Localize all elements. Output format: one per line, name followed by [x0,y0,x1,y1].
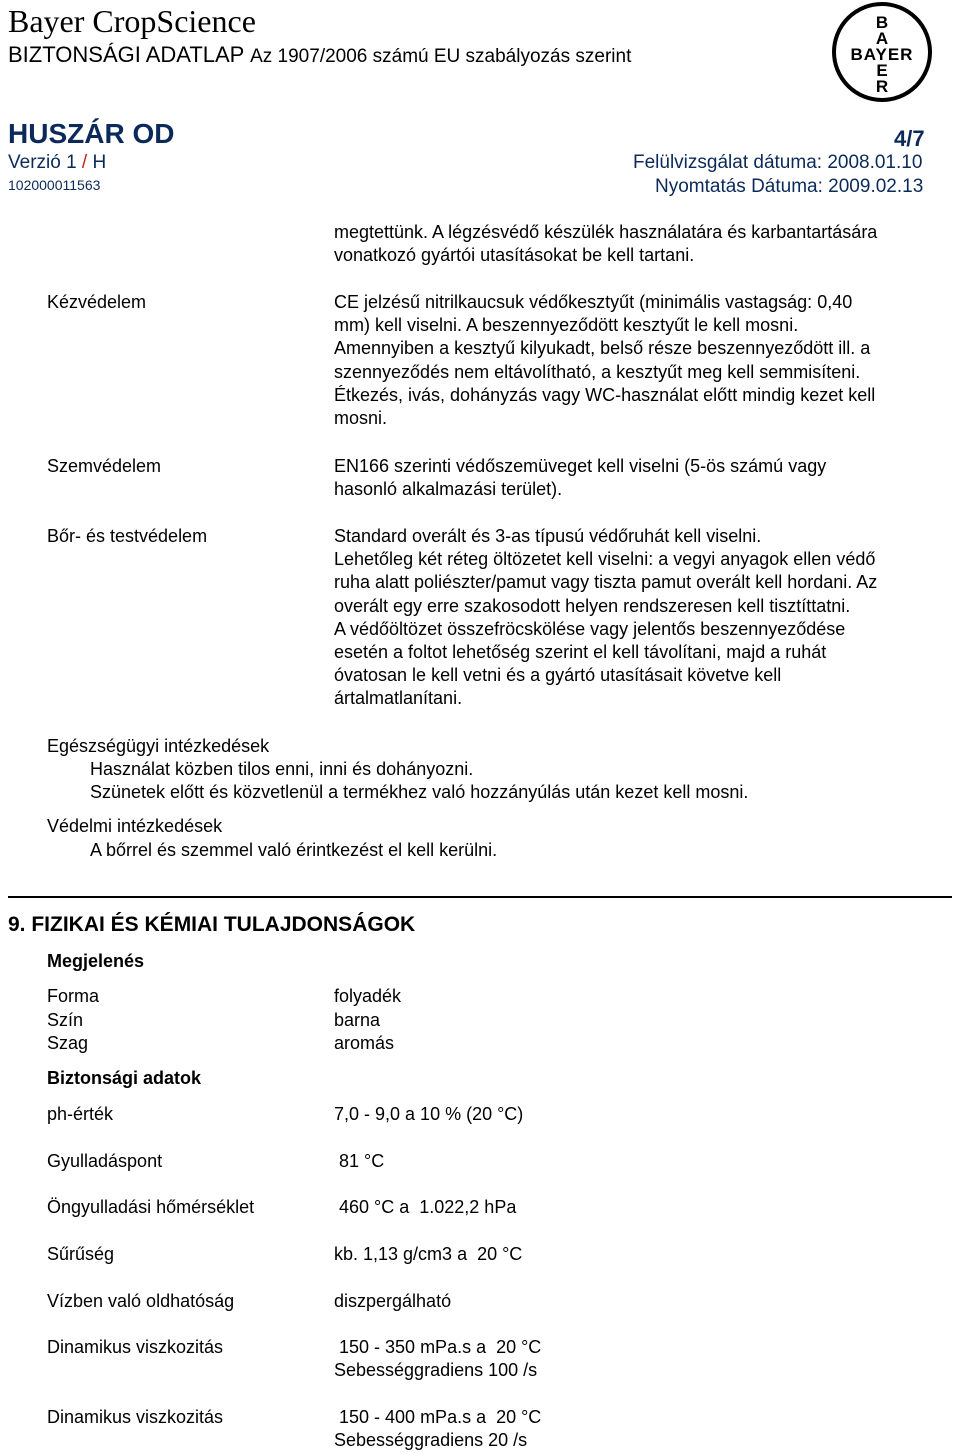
version-label: Verzió 1 [8,152,77,173]
version-info [8,152,106,174]
property-value-viscosity-1: 150 - 350 mPa.s a 20 °C [334,1337,542,1357]
text-line: Standard overált és 3-as típusú védőruhát kell viselni. [334,526,762,546]
product-name: HUSZÁR OD [8,118,175,149]
appearance-title: Megjelenés [47,951,145,971]
page-number: 4/7 [894,126,925,151]
logo-letter-a: A [875,29,889,48]
text-line: Használat közben tilos enni, inni és dohányozni. [90,759,474,779]
hygiene-measures-text [90,758,748,804]
text-line: vonatkozó gyártói utasításokat be kell tartani. [334,245,695,266]
property-label-water-solubility: Vízben való oldhatóság [47,1291,235,1311]
version-language: H [92,152,107,173]
property-label-ph: ph-érték [47,1104,114,1124]
protective-measures-title: Védelmi intézkedések [47,816,223,836]
property-value-form: folyadék [334,986,402,1006]
regulation-text: Az 1907/2006 számú EU szabályozás szerint [250,46,632,67]
logo-word: BAYER [850,45,914,64]
property-label-autoignition: Öngyulladási hőmérséklet [47,1197,255,1217]
document-type-label: BIZTONSÁGI ADATLAP [8,42,244,67]
property-value-flash-point: 81 °C [334,1151,385,1171]
text-line: hasonló alkalmazási terület). [334,479,563,500]
eye-protection-label: Szemvédelem [47,456,162,476]
section-9-title: 9. FIZIKAI ÉS KÉMIAI TULAJDONSÁGOK [8,913,416,936]
property-label-color: Szín [47,1010,84,1030]
section-divider [8,896,952,898]
property-label-odor: Szag [47,1033,89,1053]
property-value-color: barna [334,1010,381,1030]
property-label-density: Sűrűség [47,1244,115,1264]
property-value-odor: aromás [334,1033,395,1053]
eye-protection-text [334,455,826,501]
text-line: ruha alatt poliészter/pamut vagy tiszta pamut overált kell hordani. Az [334,572,878,593]
revision-date: Felülvizsgálat dátuma: 2008.01.10 [633,152,923,173]
text-line: CE jelzésű nitrilkaucsuk védőkesztyűt (minimális vastagság: 0,40 [334,292,853,312]
hand-protection-label: Kézvédelem [47,292,147,312]
property-value-viscosity-2-gradient: Sebességgradiens 20 /s [334,1430,528,1450]
property-value-autoignition: 460 °C a 1.022,2 hPa [334,1197,517,1217]
text-line: szennyeződés nem eltávolítható, a kesztyűt meg kell semmisíteni. [334,361,861,382]
text-line: mosni. [334,408,388,429]
property-label-form: Forma [47,986,100,1006]
text-line: ártalmatlanítani. [334,688,463,709]
property-value-viscosity-1-gradient: Sebességgradiens 100 /s [334,1360,538,1380]
skin-protection-text [334,525,877,711]
property-label-viscosity-1: Dinamikus viszkozitás [47,1337,224,1357]
document-type [8,42,631,70]
text-line: Amennyiben a kesztyű kilyukadt, belső része beszennyeződött ill. a [334,338,871,359]
print-date: Nyomtatás Dátuma: 2009.02.13 [655,176,924,197]
safety-data-title: Biztonsági adatok [47,1068,202,1088]
hand-protection-text [334,291,875,430]
text-line: Lehetőleg két réteg öltözetet kell viselni: a vegyi anyagok ellen védő [334,549,876,570]
skin-protection-label: Bőr- és testvédelem [47,526,208,546]
property-value-ph: 7,0 - 9,0 a 10 % (20 °C) [334,1104,524,1124]
text-line: megtettünk. A légzésvédő készülék használatára és karbantartására [334,222,878,242]
property-label-flash-point: Gyulladáspont [47,1151,163,1171]
logo-letter-e: E [876,61,888,80]
document-number: 102000011563 [8,177,101,193]
protective-measures-text [90,839,497,862]
hygiene-measures-title: Egészségügyi intézkedések [47,736,270,756]
bayer-logo [832,2,932,102]
property-label-viscosity-2: Dinamikus viszkozitás [47,1407,224,1427]
logo-letter-r: R [875,77,889,96]
text-line: esetén a foltot lehetőség szerint el kell távolítani, majd a ruhát [334,642,827,663]
text-line: óvatosan le kell vetni és a gyártó utasításait követve kell [334,665,782,686]
property-value-density: kb. 1,13 g/cm3 a 20 °C [334,1244,523,1264]
text-line: Étkezés, ivás, dohányzás vagy WC-használat előtt mindig kezet kell [334,384,876,405]
text-line: A bőrrel és szemmel való érintkezést el kell kerülni. [90,840,498,860]
company-name: Bayer CropScience [8,3,256,39]
text-line: A védőöltözet összefröcskölése vagy jelentős beszennyeződése [334,618,846,639]
property-value-viscosity-2: 150 - 400 mPa.s a 20 °C [334,1407,542,1427]
respiratory-continuation [334,221,877,267]
text-line: EN166 szerinti védőszemüveget kell viselni (5-ös számú vagy [334,456,827,476]
property-value-water-solubility: diszpergálható [334,1291,452,1311]
version-separator: / [76,152,93,173]
logo-letter-b: B [875,13,889,32]
text-line: overált egy erre szakosodott helyen rendszeresen kell tisztíttatni. [334,595,851,616]
text-line: mm) kell viselni. A beszennyeződött kesztyűt le kell mosni. [334,315,799,336]
text-line: Szünetek előtt és közvetlenül a termékhez való hozzányúlás után kezet kell mosni. [90,782,749,803]
